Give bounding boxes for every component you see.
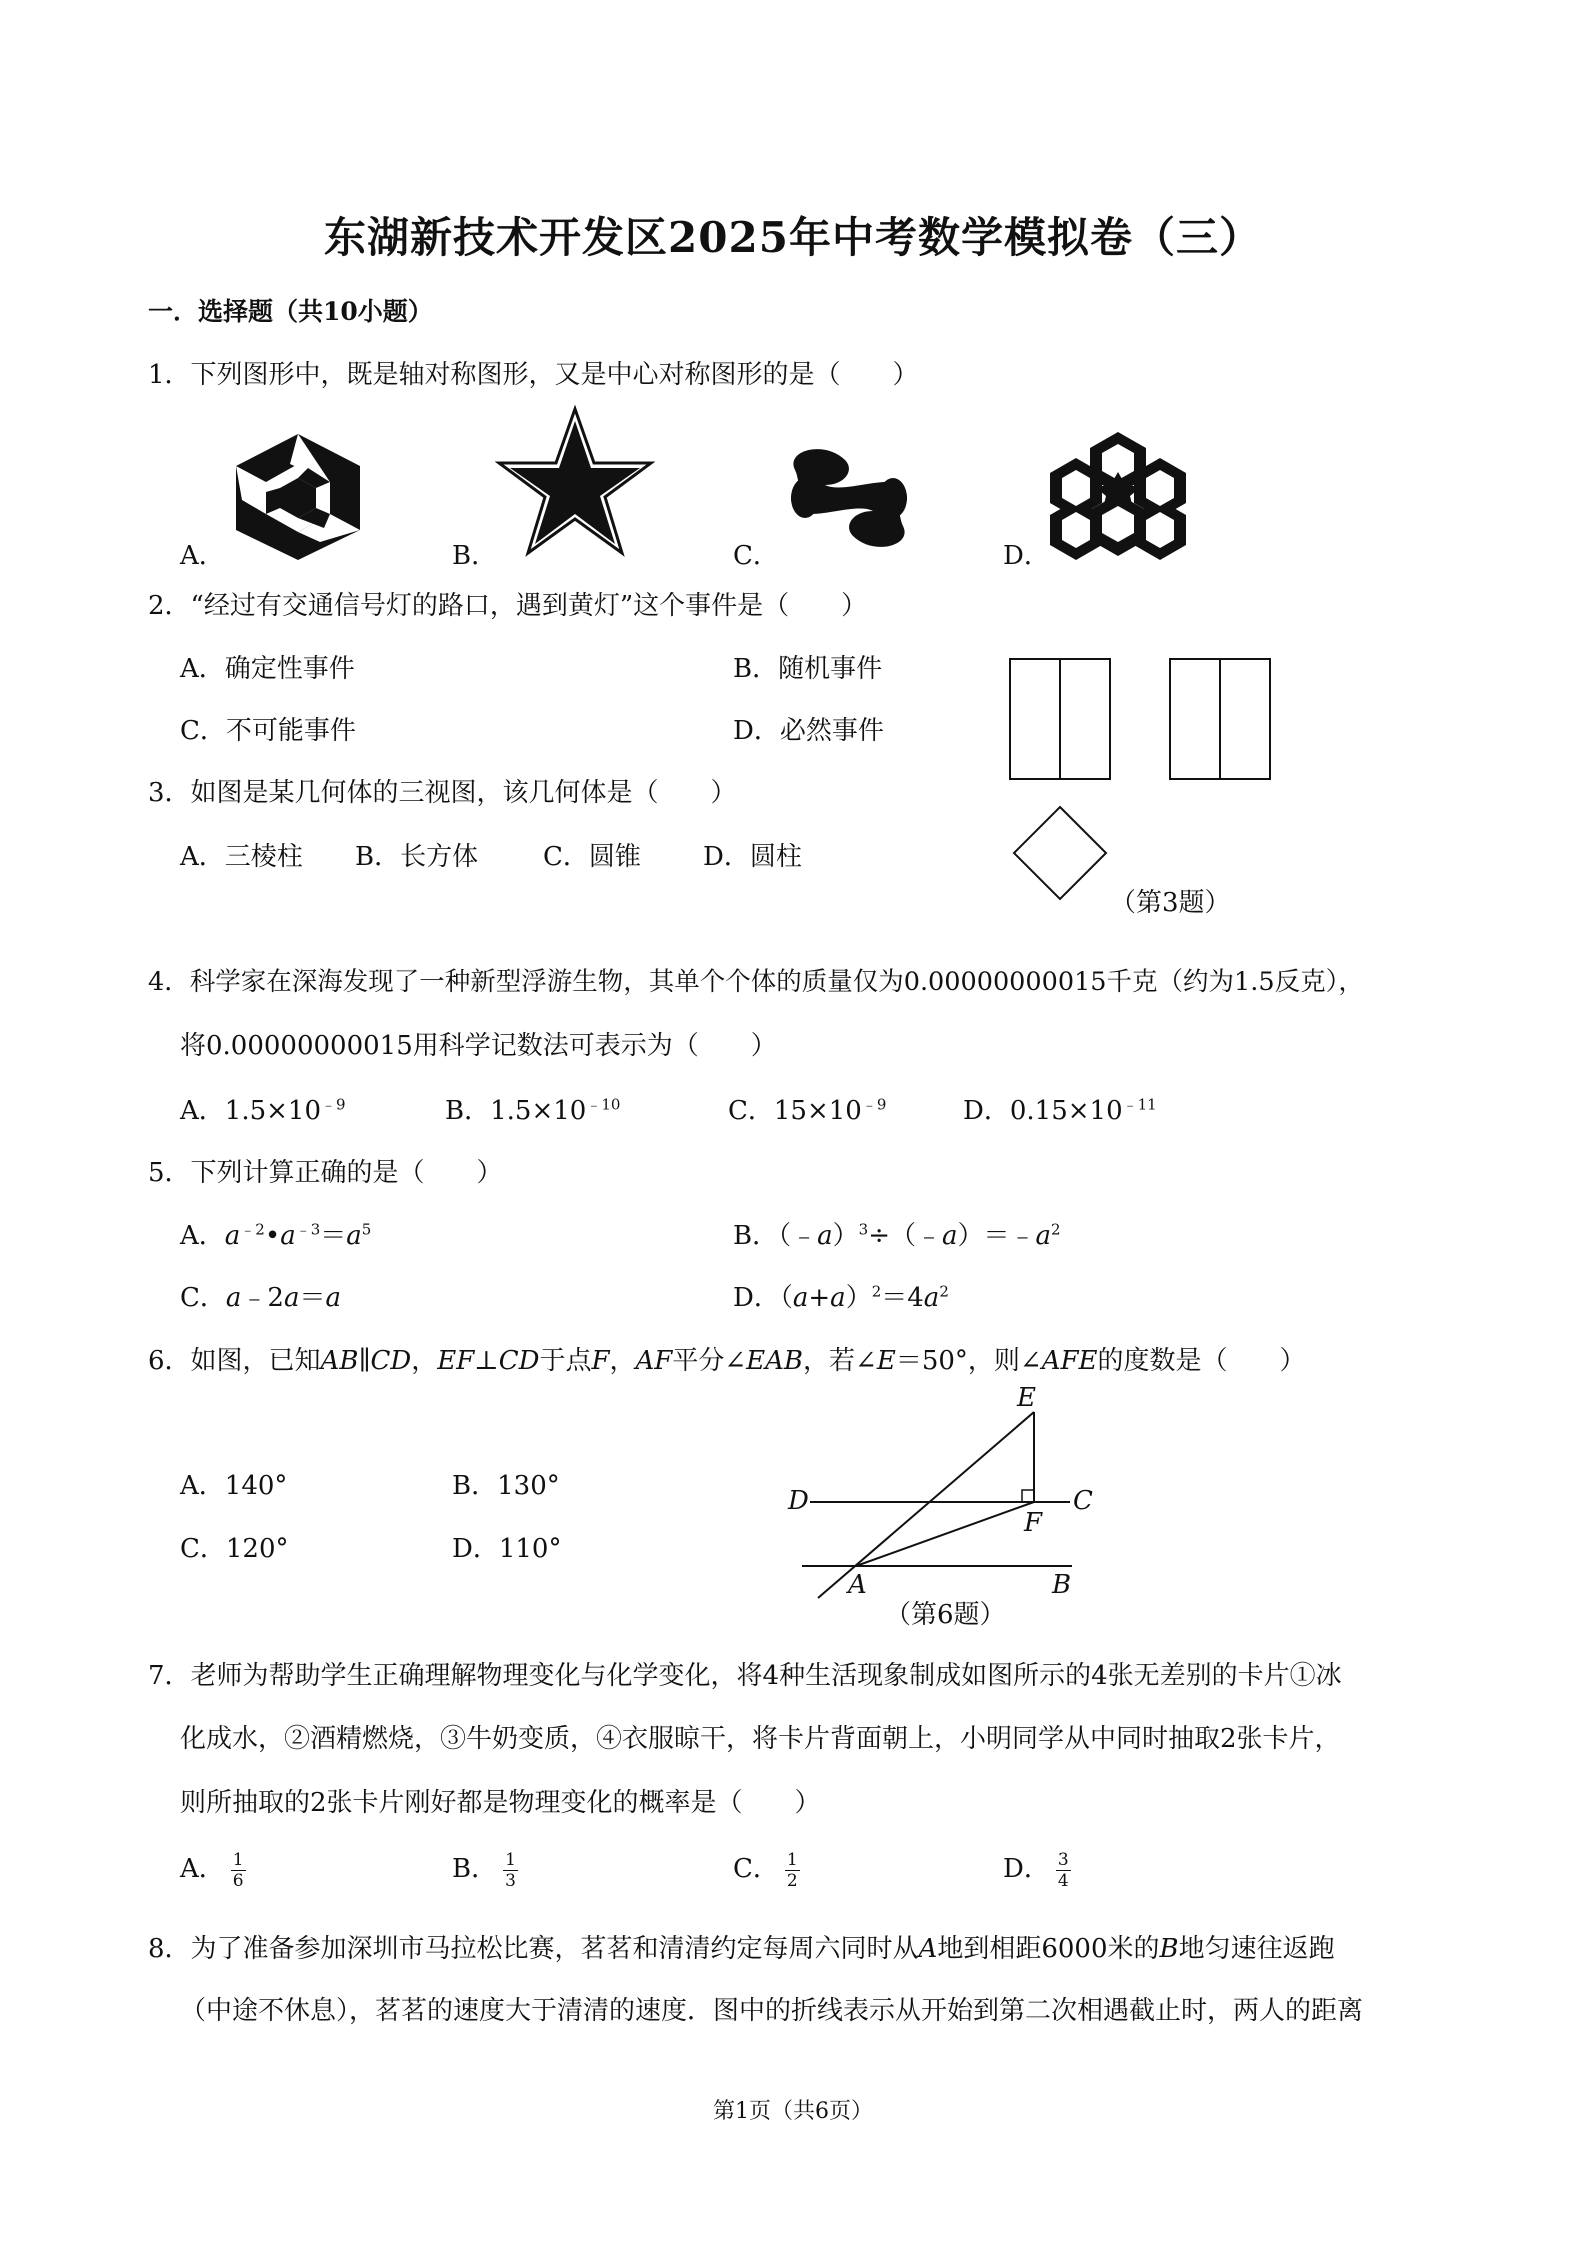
q5-option-d: D．$(a+a)^2=4a^2$ (733, 1282, 949, 1313)
q6-option-c: C．120° (180, 1534, 289, 1564)
q3-option-b: B．长方体 (355, 842, 479, 872)
question-8-line2: （中途不休息），茗茗的速度大于清清的速度．图中的折线表示从开始到第二次相遇截止时，两人的距离 (180, 1996, 1364, 2026)
q3-option-c: C．圆锥 (543, 842, 641, 872)
q6-label-c: C (1073, 1486, 1093, 1516)
q6-label-f: F (1024, 1508, 1043, 1538)
question-6-text: 6．如图，已知AB∥CD，EF⊥CD于点F，AF平分∠EAB，若∠E＝50°，则∠AFE的度数是（ ） (148, 1346, 1306, 1376)
q2-option-b: B．随机事件 (733, 654, 883, 684)
q6-option-a: A．140° (180, 1471, 288, 1501)
question-7-line2: 化成水，②酒精燃烧，③牛奶变质，④衣服晾干，将卡片背面朝上，小明同学从中同时抽取2张卡片， (180, 1724, 1341, 1754)
star-icon (495, 405, 655, 557)
q5-option-c: C．a﹣2a＝a (180, 1283, 342, 1313)
question-7-line3: 则所抽取的2张卡片刚好都是物理变化的概率是（ ） (180, 1788, 821, 1818)
q7-option-c: C． $\frac{1}{2}$ (733, 1849, 798, 1891)
page-footer: 第1页（共6页） (713, 2099, 873, 2124)
q6-option-b: B．130° (452, 1471, 560, 1501)
section-heading: 一．选择题（共10小题） (148, 297, 433, 326)
q1-option-b: B． (452, 541, 498, 571)
question-4-line2: 将0.00000000015用科学记数法可表示为（ ） (180, 1031, 777, 1061)
q4-option-d: D．$0.15\times 10^{﹣11}$ (963, 1095, 1157, 1126)
q4-option-c: C．$15\times 10^{﹣9}$ (728, 1095, 887, 1126)
q4-option-b: B．$1.5\times 10^{﹣10}$ (445, 1095, 621, 1126)
q6-caption: （第6题） (885, 1600, 1006, 1630)
q1-option-c: C． (733, 541, 779, 571)
page-title: 东湖新技术开发区2025年中考数学模拟卷（三） (324, 213, 1262, 262)
q7-option-d: D． $\frac{3}{4}$ (1003, 1849, 1069, 1891)
three-view-figure (1008, 655, 1278, 915)
hexagon-cluster-icon (1048, 428, 1188, 560)
q4-option-a: A．$1.5\times 10^{﹣9}$ (180, 1095, 346, 1126)
q7-option-b: B． $\frac{1}{3}$ (452, 1849, 516, 1891)
q6-option-d: D．110° (452, 1534, 562, 1564)
q6-label-b: B (1052, 1570, 1072, 1600)
q1-option-a: A． (180, 541, 225, 571)
q3-option-a: A．三棱柱 (180, 842, 303, 872)
question-1-text: 1．下列图形中，既是轴对称图形，又是中心对称图形的是（ ） (148, 360, 919, 390)
q3-option-d: D．圆柱 (703, 842, 802, 872)
q6-label-d: D (788, 1486, 809, 1516)
q5-option-a: A．$a^{﹣2}•a^{﹣3}=a^5$ (180, 1220, 372, 1251)
q2-option-a: A．确定性事件 (180, 654, 355, 684)
q1-option-d: D． (1003, 541, 1050, 571)
q6-label-e: E (1017, 1383, 1036, 1413)
question-8-line1: 8．为了准备参加深圳市马拉松比赛，茗茗和清清约定每周六同时从A地到相距6000米的B地匀速往返跑 (148, 1934, 1335, 1964)
question-5-text: 5．下列计算正确的是（ ） (148, 1158, 503, 1188)
yin-swirl-icon (775, 440, 923, 556)
q3-caption: （第3题） (1110, 888, 1231, 918)
q7-option-a: A． $\frac{1}{6}$ (180, 1849, 244, 1891)
hexagon-swirl-icon (228, 430, 368, 562)
question-7-line1: 7．老师为帮助学生正确理解物理变化与化学变化，将4种生活现象制成如图所示的4张无差别的卡片①冰 (148, 1661, 1342, 1691)
question-3-text: 3．如图是某几何体的三视图，该几何体是（ ） (148, 778, 737, 808)
q5-option-b: B．$(﹣a)^3\div(﹣a)=﹣a^2$ (733, 1220, 1061, 1251)
question-2-text: 2．“经过有交通信号灯的路口，遇到黄灯”这个事件是（ ） (148, 591, 868, 621)
q6-label-a: A (848, 1570, 867, 1600)
q2-option-d: D．必然事件 (733, 716, 884, 746)
q2-option-c: C．不可能事件 (180, 716, 356, 746)
question-4-line1: 4．科学家在深海发现了一种新型浮游生物，其单个个体的质量仅为0.00000000015千克（约为1.5反克）， (148, 967, 1364, 997)
